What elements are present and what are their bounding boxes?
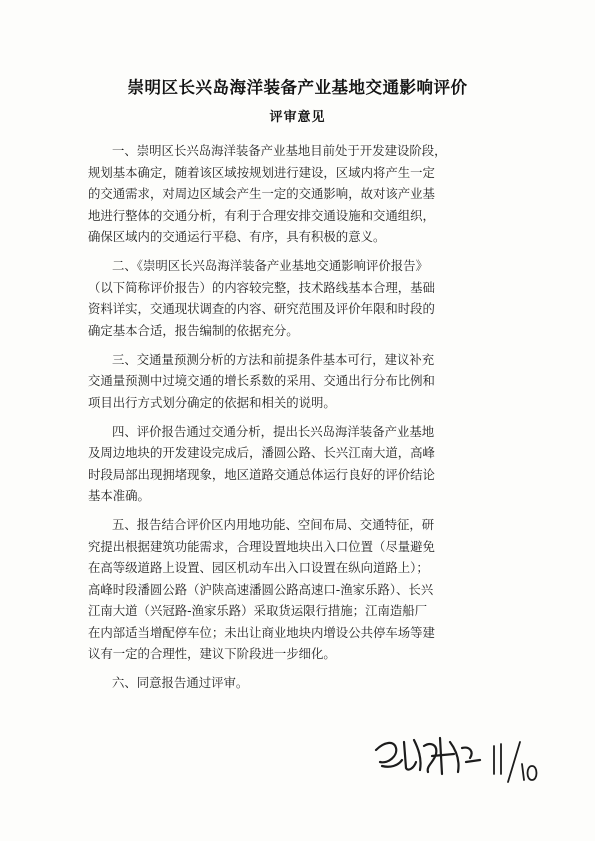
paragraph-line: 二、《崇明区长兴岛海洋装备产业基地交通影响评价报告》	[112, 258, 428, 273]
paragraph-line: 资料详实，交通现状调查的内容、研究范围及评价年限和时段的	[88, 301, 435, 316]
paragraph-line: （以下简称评价报告）的内容较完整，技术路线基本合理，基础	[88, 279, 435, 295]
paragraph-2	[88, 255, 526, 341]
paragraph-line: 究提出根据建筑功能需求，合理设置地块出入口位置（尽量避免	[88, 538, 435, 554]
paragraph-6	[88, 672, 526, 694]
paragraph-line: 五、报告结合评价区内用地功能、空间布局、交通特征，研	[112, 517, 435, 532]
paragraph-line: 项目出行方式划分确定的依据和相关的说明。	[88, 394, 336, 410]
paragraph-line: 规划基本确定，随着该区域按规划进行建设，区域内将产生一定	[88, 164, 435, 180]
document-subtitle: 评审意见	[269, 110, 326, 125]
paragraph-4	[88, 421, 526, 507]
paragraph-5	[88, 514, 526, 665]
paragraph-line: 基本准确。	[88, 488, 150, 503]
paragraph-line: 三、交通量预测分析的方法和前提条件基本可行，建议补充	[112, 351, 435, 367]
paragraph-line: 在高等级道路上设置、园区机动车出入口设置在纵向道路上）；	[88, 560, 429, 575]
paragraph-line: 的交通需求，对周边区域会产生一定的交通影响，故对该产业基	[88, 186, 435, 201]
paragraph-line: 四、评价报告通过交通分析，提出长兴岛海洋装备产业基地	[112, 423, 435, 439]
paragraph-line: 一、崇明区长兴岛海洋装备产业基地目前处于开发建设阶段，	[112, 143, 447, 158]
paragraph-line: 议有一定的合理性，建议下阶段进一步细化。	[88, 646, 336, 661]
paragraph-line: 确定基本合适，报告编制的依据充分。	[88, 322, 299, 338]
paragraph-line: 江南大道（兴冠路-渔家乐路）采取货运限行措施；江南造船厂	[88, 603, 428, 618]
paragraph-line: 六、同意报告通过评审。	[112, 675, 249, 690]
document-title: 崇明区长兴岛海洋装备产业基地交通影响评价	[127, 78, 468, 97]
paragraph-1	[88, 140, 526, 248]
signature-drawing	[370, 728, 550, 788]
paragraph-line: 在内部适当增配停车位；未出让商业地块内增设公共停车场等建	[88, 624, 435, 640]
paragraph-line: 时段局部出现拥堵现象，地区道路交通总体运行良好的评价结论	[88, 466, 435, 482]
paragraph-line: 地进行整体的交通分析，有利于合理安排交通设施和交通组织，	[88, 207, 435, 223]
paragraph-line: 高峰时段潘圆公路（沪陕高速潘圆公路高速口-渔家乐路）、长兴	[88, 581, 434, 597]
paragraph-line: 及周边地块的开发建设完成后，潘圆公路、长兴江南大道，高峰	[88, 445, 435, 460]
document-body	[88, 140, 526, 701]
handwritten-signature	[370, 728, 550, 788]
paragraph-line: 确保区域内的交通运行平稳、有序，具有积极的意义。	[88, 229, 386, 244]
paragraph-3	[88, 349, 526, 414]
paragraph-line: 交通量预测中过境交通的增长系数的采用、交通出行分布比例和	[88, 373, 435, 388]
